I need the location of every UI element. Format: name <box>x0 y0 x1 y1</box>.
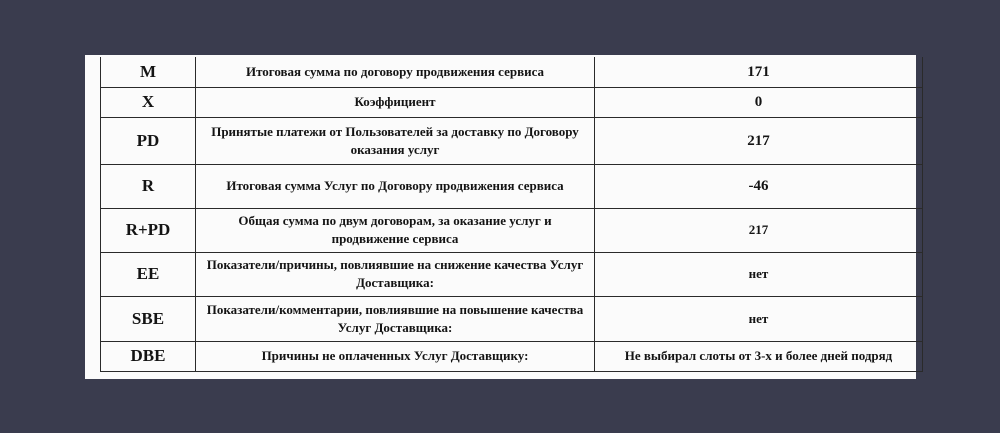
row-value: 0 <box>595 87 923 117</box>
settlement-table <box>100 57 923 372</box>
row-value: Не выбирал слоты от 3-х и более дней подряд <box>595 341 923 371</box>
row-description: Итоговая сумма Услуг по Договору продвижения сервиса <box>196 164 595 208</box>
row-description: Общая сумма по двум договорам, за оказание услуг и продвижение сервиса <box>196 208 595 252</box>
row-description: Причины не оплаченных Услуг Доставщику: <box>196 341 595 371</box>
table-row <box>101 208 923 252</box>
table-row <box>101 252 923 296</box>
row-description: Показатели/причины, повлиявшие на снижение качества Услуг Доставщика: <box>196 252 595 296</box>
table-row <box>101 341 923 371</box>
document-page <box>85 55 916 379</box>
row-value: 217 <box>595 117 923 164</box>
row-value: -46 <box>595 164 923 208</box>
row-value: нет <box>595 252 923 296</box>
table-row <box>101 87 923 117</box>
table-row <box>101 57 923 87</box>
row-description: Коэффициент <box>196 87 595 117</box>
row-code: M <box>101 57 196 87</box>
table-row <box>101 164 923 208</box>
row-code: DBE <box>101 341 196 371</box>
row-code: R+PD <box>101 208 196 252</box>
row-code: X <box>101 87 196 117</box>
row-description: Принятые платежи от Пользователей за доставку по Договору оказания услуг <box>196 117 595 164</box>
row-code: SBE <box>101 296 196 341</box>
table-row <box>101 296 923 341</box>
row-value: 171 <box>595 57 923 87</box>
row-description: Показатели/комментарии, повлиявшие на повышение качества Услуг Доставщика: <box>196 296 595 341</box>
row-code: R <box>101 164 196 208</box>
row-code: PD <box>101 117 196 164</box>
row-value: 217 <box>595 208 923 252</box>
row-description: Итоговая сумма по договору продвижения сервиса <box>196 57 595 87</box>
row-value: нет <box>595 296 923 341</box>
table-row <box>101 117 923 164</box>
row-code: EE <box>101 252 196 296</box>
